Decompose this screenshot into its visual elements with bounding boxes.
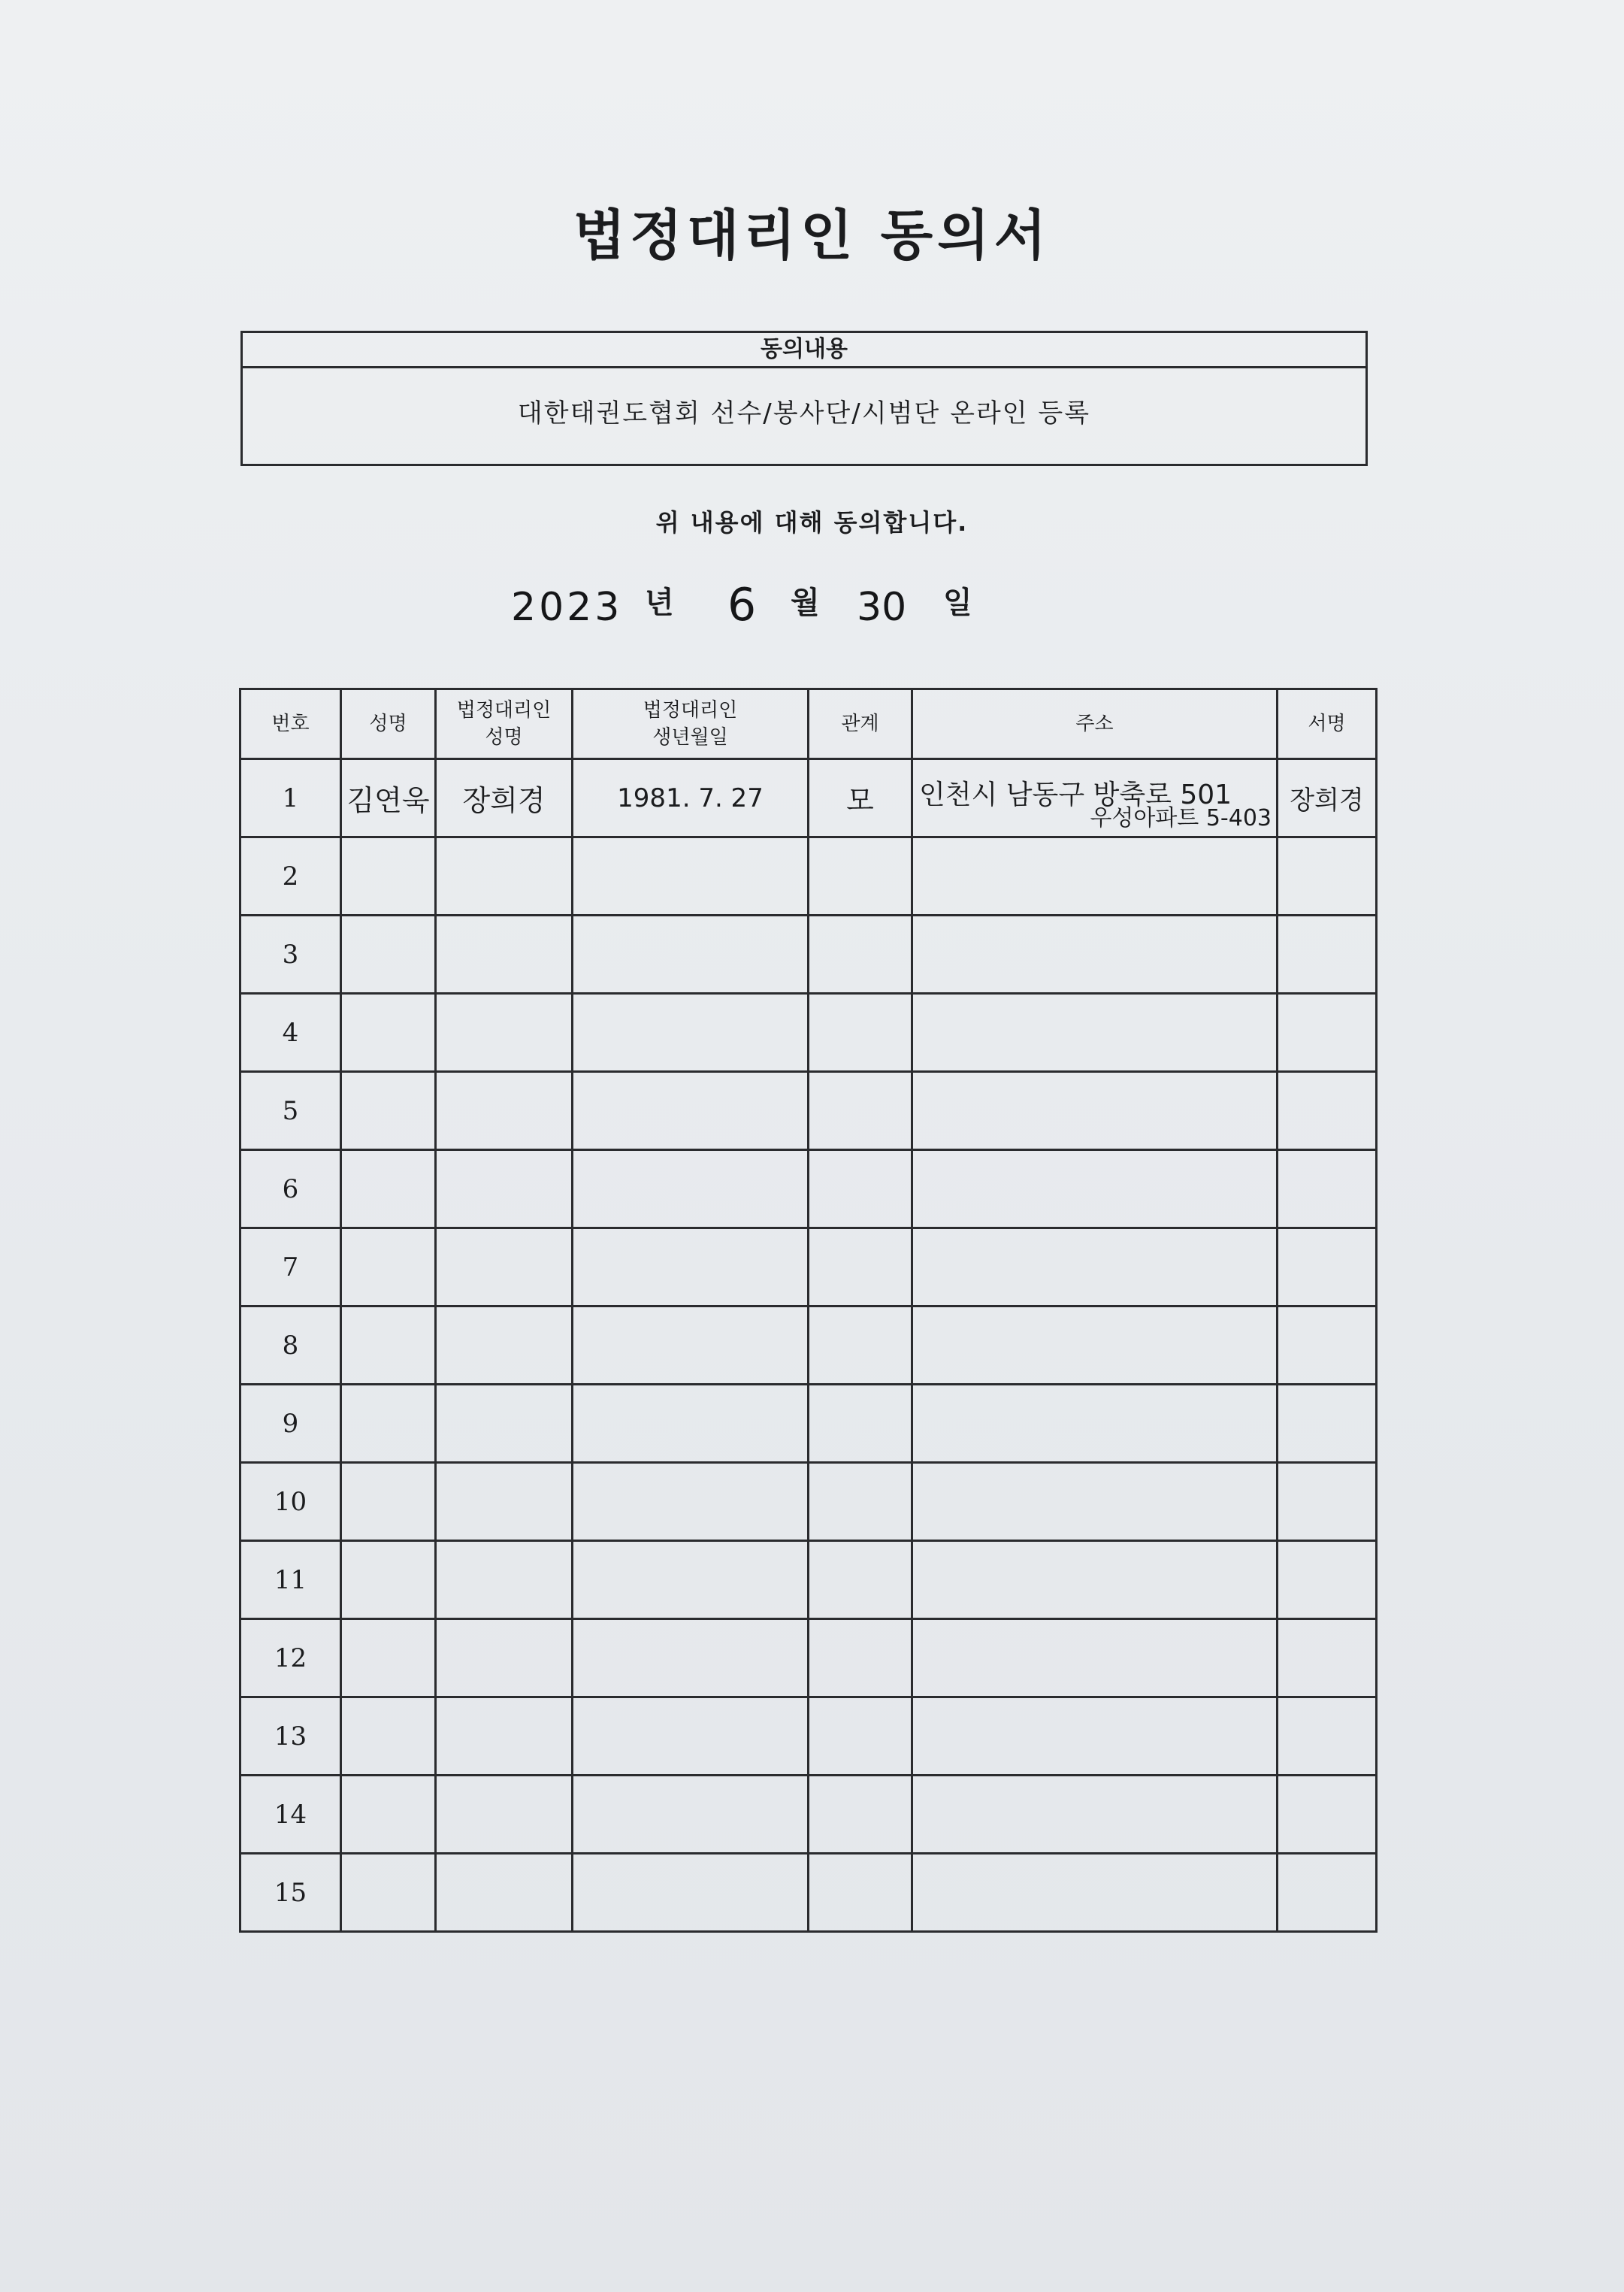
row-signature: [1278, 1385, 1377, 1463]
row-number: 5: [240, 1072, 341, 1150]
row-relation: [809, 1697, 912, 1776]
row-signature: [1278, 1619, 1377, 1697]
consent-header: 동의내용: [243, 333, 1365, 368]
row-guardian: [436, 759, 573, 837]
row-relation: [809, 1463, 912, 1541]
table-row: [240, 1306, 1377, 1385]
row-number: 3: [240, 916, 341, 994]
row-number: 10: [240, 1463, 341, 1541]
document-title: 법정대리인 동의서: [573, 204, 1051, 267]
row-signature: [1278, 1776, 1377, 1854]
header-address: 주소: [912, 689, 1278, 759]
row-number: 14: [240, 1776, 341, 1854]
row-name: [341, 1228, 436, 1306]
row-signature: [1278, 1854, 1377, 1932]
row-birth: [573, 1306, 809, 1385]
row-address: [912, 1776, 1278, 1854]
row-relation: [809, 759, 912, 837]
row-signature: [1278, 1150, 1377, 1228]
row-relation: [809, 1776, 912, 1854]
row-address-line1: 인천시 남동구 방축로 501: [919, 780, 1232, 810]
row-name: [341, 1072, 436, 1150]
date-day: 30: [857, 585, 907, 630]
row-birth: [573, 1463, 809, 1541]
row-birth: [573, 1619, 809, 1697]
row-guardian: [436, 1306, 573, 1385]
agreement-statement: 위 내용에 대해 동의합니다.: [655, 508, 969, 537]
row-guardian: [436, 837, 573, 916]
row-name: [341, 916, 436, 994]
row-address: [912, 759, 1278, 837]
header-guardian-name-line1: 법정대리인: [456, 699, 552, 722]
row-relation: [809, 1385, 912, 1463]
table-row: [240, 1228, 1377, 1306]
row-guardian: [436, 1228, 573, 1306]
row-birth: [573, 1150, 809, 1228]
row-relation: [809, 1541, 912, 1619]
row-birth: [573, 1072, 809, 1150]
row-address: [912, 994, 1278, 1072]
row-relation: [809, 1619, 912, 1697]
row-address: [912, 1150, 1278, 1228]
row-name-text: 김연욱: [346, 784, 430, 817]
row-name: [341, 1776, 436, 1854]
row-signature: [1278, 759, 1377, 837]
row-signature: [1278, 916, 1377, 994]
row-number: 1: [240, 759, 341, 837]
row-guardian: [436, 1776, 573, 1854]
date-month: 6: [727, 579, 757, 631]
header-relation: 관계: [809, 689, 912, 759]
row-relation: [809, 994, 912, 1072]
row-guardian: [436, 1619, 573, 1697]
table-row: [240, 759, 1377, 837]
row-relation: [809, 837, 912, 916]
row-signature-text: 장희경: [1290, 786, 1364, 816]
row-guardian: [436, 1150, 573, 1228]
row-relation: [809, 1150, 912, 1228]
header-guardian-name-line2: 성명: [485, 726, 523, 749]
row-guardian: [436, 1072, 573, 1150]
row-address: [912, 1228, 1278, 1306]
row-signature: [1278, 1541, 1377, 1619]
row-address-line2: 우성아파트 5-403: [1090, 805, 1272, 831]
row-number: 4: [240, 994, 341, 1072]
row-name: [341, 1150, 436, 1228]
row-guardian: [436, 916, 573, 994]
header-signature: 서명: [1278, 689, 1377, 759]
row-number: 8: [240, 1306, 341, 1385]
row-number: 12: [240, 1619, 341, 1697]
table-row: [240, 994, 1377, 1072]
table-row: [240, 916, 1377, 994]
row-name: [341, 994, 436, 1072]
row-address: [912, 1463, 1278, 1541]
row-birth: [573, 759, 809, 837]
row-signature: [1278, 1228, 1377, 1306]
row-address: [912, 1072, 1278, 1150]
date-year: 2023: [511, 585, 623, 630]
row-address: [912, 916, 1278, 994]
row-address: [912, 837, 1278, 916]
row-relation-text: 모: [846, 784, 874, 817]
row-address: [912, 1385, 1278, 1463]
header-guardian-birth-line2: 생년월일: [652, 726, 728, 749]
row-birth: [573, 916, 809, 994]
row-relation: [809, 916, 912, 994]
header-guardian-name: [436, 689, 573, 759]
row-name: [341, 1385, 436, 1463]
table-row: [240, 837, 1377, 916]
table-header-row: [240, 689, 1377, 759]
row-signature: [1278, 1072, 1377, 1150]
row-number: 9: [240, 1385, 341, 1463]
row-signature: [1278, 1463, 1377, 1541]
row-birth: [573, 1776, 809, 1854]
consent-body: 대한태권도협회 선수/봉사단/시범단 온라인 등록: [517, 398, 1091, 428]
table-row: [240, 1697, 1377, 1776]
row-guardian: [436, 1697, 573, 1776]
header-name: 성명: [341, 689, 436, 759]
row-number: 11: [240, 1541, 341, 1619]
registration-table: [239, 688, 1378, 1933]
row-number: 15: [240, 1854, 341, 1932]
row-address: [912, 1697, 1278, 1776]
row-guardian-text: 장희경: [462, 784, 546, 817]
consent-content-box: [240, 331, 1368, 466]
table-row: [240, 1150, 1377, 1228]
row-relation: [809, 1854, 912, 1932]
row-birth: [573, 1541, 809, 1619]
row-name: [341, 1541, 436, 1619]
row-birth: [573, 1385, 809, 1463]
date-year-unit: 년: [645, 586, 674, 620]
row-address: [912, 1619, 1278, 1697]
row-signature: [1278, 1697, 1377, 1776]
row-name: [341, 759, 436, 837]
row-name: [341, 1619, 436, 1697]
row-signature: [1278, 994, 1377, 1072]
row-signature: [1278, 1306, 1377, 1385]
row-guardian: [436, 994, 573, 1072]
row-guardian: [436, 1854, 573, 1932]
row-birth: [573, 1697, 809, 1776]
row-birth-text: 1981. 7. 27: [617, 783, 764, 813]
table-row: [240, 1619, 1377, 1697]
date-day-unit: 일: [943, 586, 972, 620]
table-row: [240, 1385, 1377, 1463]
row-name: [341, 1463, 436, 1541]
row-name: [341, 1306, 436, 1385]
header-guardian-birth-line1: 법정대리인: [643, 699, 738, 722]
row-signature: [1278, 837, 1377, 916]
row-relation: [809, 1306, 912, 1385]
date-month-unit: 월: [791, 586, 820, 620]
row-birth: [573, 1854, 809, 1932]
table-row: [240, 1463, 1377, 1541]
row-name: [341, 1854, 436, 1932]
row-number: 2: [240, 837, 341, 916]
row-number: 6: [240, 1150, 341, 1228]
header-number: 번호: [240, 689, 341, 759]
row-birth: [573, 837, 809, 916]
row-relation: [809, 1228, 912, 1306]
row-address: [912, 1306, 1278, 1385]
row-name: [341, 1697, 436, 1776]
row-address: [912, 1541, 1278, 1619]
header-guardian-birth: [573, 689, 809, 759]
table-row: [240, 1541, 1377, 1619]
row-address: [912, 1854, 1278, 1932]
row-guardian: [436, 1541, 573, 1619]
table-row: [240, 1776, 1377, 1854]
row-guardian: [436, 1463, 573, 1541]
table-row: [240, 1854, 1377, 1932]
row-name: [341, 837, 436, 916]
row-number: 13: [240, 1697, 341, 1776]
row-birth: [573, 1228, 809, 1306]
table-row: [240, 1072, 1377, 1150]
row-relation: [809, 1072, 912, 1150]
row-birth: [573, 994, 809, 1072]
row-number: 7: [240, 1228, 341, 1306]
row-guardian: [436, 1385, 573, 1463]
